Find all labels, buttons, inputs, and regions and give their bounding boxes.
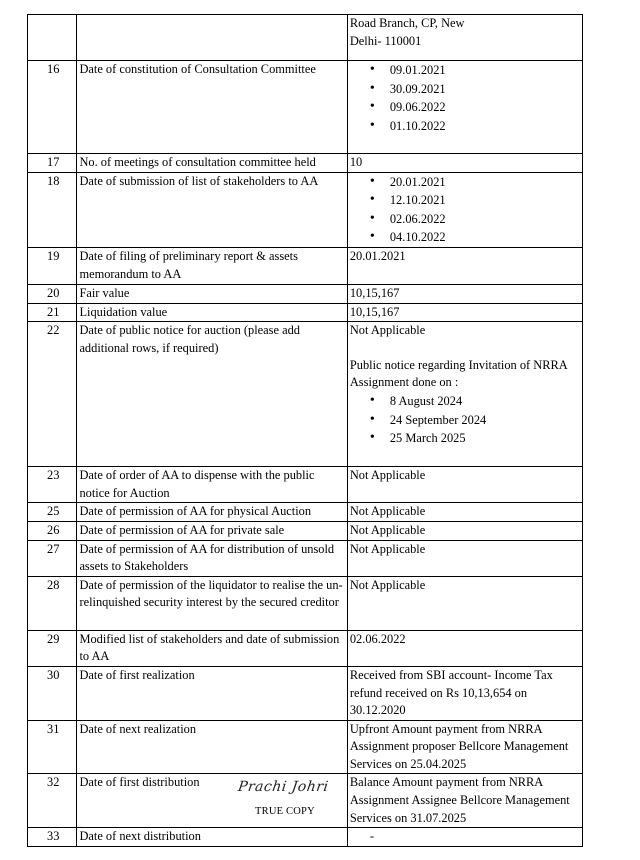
particulars-cell: Date of order of AA to dispense with the public notice for Auction <box>77 467 347 503</box>
list-item: • 02.06.2022 <box>350 210 582 229</box>
serial-number-cell: 19 <box>28 247 77 284</box>
handwritten-signature: Prachi Johri <box>236 779 330 795</box>
value-cell: 20.01.2021 <box>347 247 582 284</box>
particulars-cell: Date of next distribution <box>77 828 347 847</box>
serial-number-cell: 28 <box>28 576 77 630</box>
table-row <box>28 630 583 666</box>
status-text: Not Applicable <box>349 323 426 338</box>
value-cell: Not Applicable <box>347 540 582 576</box>
value-cell <box>347 172 582 247</box>
particulars-cell: Date of filing of preliminary report & assets memorandum to AA <box>77 247 347 284</box>
serial-number-cell: 27 <box>28 540 77 576</box>
particulars-cell: Date of submission of list of stakeholders to AA <box>77 172 347 247</box>
date-list <box>350 61 582 135</box>
address-line: Delhi- 110001 <box>349 33 422 48</box>
list-item: • 20.01.2021 <box>350 173 582 192</box>
table-row <box>28 61 583 154</box>
list-item: • 12.10.2021 <box>350 191 582 210</box>
serial-number-cell: 26 <box>28 521 77 540</box>
serial-number-cell: 21 <box>28 303 77 322</box>
particulars-cell: Date of permission of AA for physical Auction <box>77 503 347 522</box>
empty-value-dash: - <box>369 829 374 844</box>
value-cell: Not Applicable <box>347 521 582 540</box>
particulars-cell: Liquidation value <box>77 303 347 322</box>
list-item: • 25 March 2025 <box>350 429 582 448</box>
particulars-cell: Date of permission of AA for private sale <box>77 521 347 540</box>
value-cell: Balance Amount payment from NRRA Assignment Assignee Bellcore Management Services on 31.07.2025 <box>347 774 582 828</box>
value-cell: 10,15,167 <box>347 284 582 303</box>
table-row <box>28 172 583 247</box>
value-cell: 10,15,167 <box>347 303 582 322</box>
table-row <box>28 467 583 503</box>
serial-number-cell: 32 <box>28 774 77 828</box>
serial-number-cell: 33 <box>28 828 77 847</box>
particulars-cell: Modified list of stakeholders and date of submission to AA <box>77 630 347 666</box>
value-cell: Not Applicable <box>347 467 582 503</box>
value-cell <box>347 828 582 847</box>
serial-number-cell: 20 <box>28 284 77 303</box>
serial-number-cell: 23 <box>28 467 77 503</box>
particulars-cell: Date of permission of AA for distribution of unsold assets to Stakeholders <box>77 540 347 576</box>
serial-number-cell: 31 <box>28 720 77 774</box>
list-item: • 01.10.2022 <box>350 117 582 136</box>
value-cell: Received from SBI account- Income Tax refund received on Rs 10,13,654 on 30.12.2020 <box>347 666 582 720</box>
liquidation-status-table <box>27 14 583 847</box>
value-cell: Upfront Amount payment from NRRA Assignment proposer Bellcore Management Services on 25.04.2025 <box>347 720 582 774</box>
value-cell: 02.06.2022 <box>347 630 582 666</box>
table-row <box>28 540 583 576</box>
table-row <box>28 15 583 61</box>
particulars-cell: Date of permission of the liquidator to realise the un-relinquished security interest by the secured creditor <box>77 576 347 630</box>
particulars-cell <box>77 15 347 61</box>
particulars-cell: Date of next realization <box>77 720 347 774</box>
table-row <box>28 247 583 284</box>
table-row <box>28 322 583 467</box>
particulars-cell: Date of constitution of Consultation Committee <box>77 61 347 154</box>
particulars-cell: Date of public notice for auction (please add additional rows, if required) <box>77 322 347 467</box>
table-row <box>28 284 583 303</box>
address-line: Road Branch, CP, New <box>349 16 465 30</box>
table-row <box>28 521 583 540</box>
list-item: • 04.10.2022 <box>350 228 582 247</box>
particulars-cell: Date of first realization <box>77 666 347 720</box>
particulars-cell: Date of first distribution <box>77 774 347 828</box>
serial-number-cell: 25 <box>28 503 77 522</box>
date-list <box>350 392 582 448</box>
date-list <box>350 173 582 247</box>
value-cell <box>347 61 582 154</box>
serial-number-cell: 29 <box>28 630 77 666</box>
table-row <box>28 303 583 322</box>
serial-number-cell <box>28 15 77 61</box>
list-item: • 30.09.2021 <box>350 80 582 99</box>
value-cell <box>347 322 582 467</box>
serial-number-cell: 22 <box>28 322 77 467</box>
note-text: Public notice regarding Invitation of NRRA Assignment done on : <box>349 357 568 390</box>
particulars-cell: No. of meetings of consultation committee held <box>77 154 347 173</box>
serial-number-cell: 16 <box>28 61 77 154</box>
list-item: • 8 August 2024 <box>350 392 582 411</box>
particulars-cell: Fair value <box>77 284 347 303</box>
serial-number-cell: 30 <box>28 666 77 720</box>
table-row <box>28 576 583 630</box>
table-row <box>28 828 583 847</box>
table-row <box>28 503 583 522</box>
table-row <box>28 720 583 774</box>
list-item: • 24 September 2024 <box>350 411 582 430</box>
value-cell: 10 <box>347 154 582 173</box>
value-cell <box>347 15 582 61</box>
table-row <box>28 154 583 173</box>
value-cell: Not Applicable <box>347 576 582 630</box>
list-item: • 09.01.2021 <box>350 61 582 80</box>
serial-number-cell: 18 <box>28 172 77 247</box>
true-copy-stamp: TRUE COPY <box>255 806 315 817</box>
value-cell: Not Applicable <box>347 503 582 522</box>
table-row <box>28 666 583 720</box>
serial-number-cell: 17 <box>28 154 77 173</box>
list-item: • 09.06.2022 <box>350 98 582 117</box>
